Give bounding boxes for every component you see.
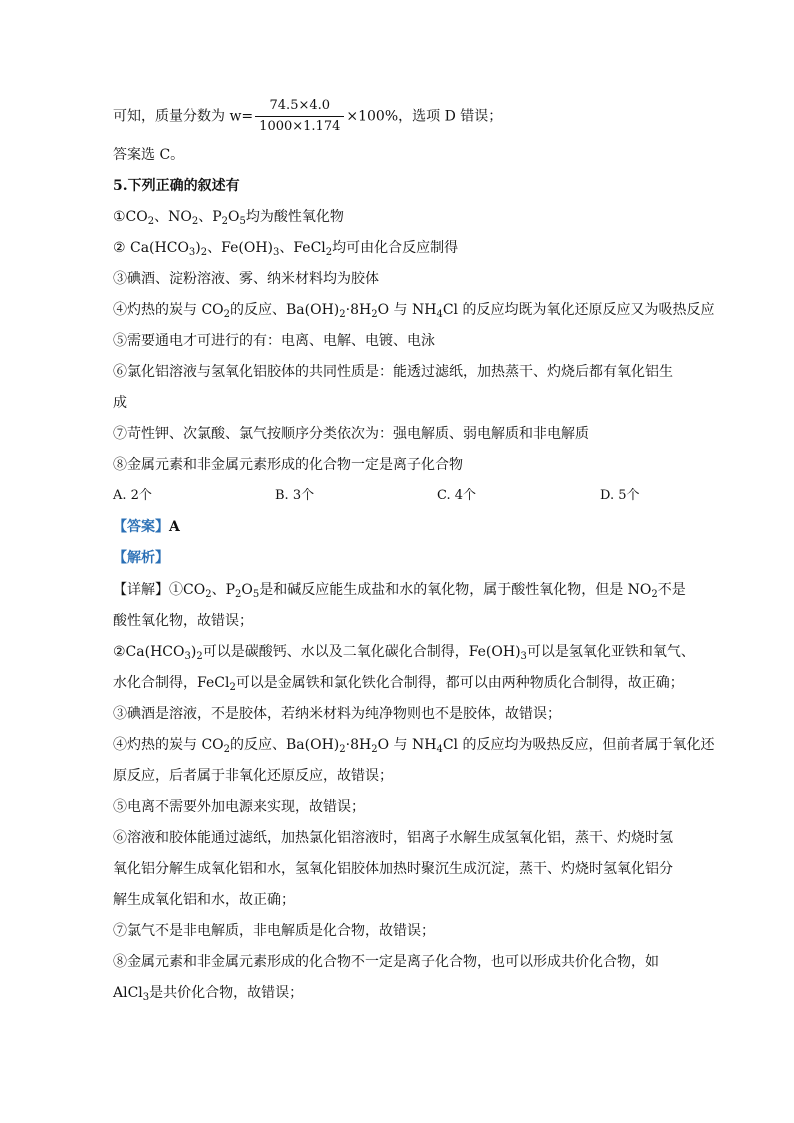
statement-3: ③碘酒、淀粉溶液、雾、纳米材料均为胶体 [113,271,379,287]
previous-answer: 答案选 C。 [113,147,185,163]
statement-8: ⑧金属元素和非金属元素形成的化合物一定是离子化合物 [113,457,463,473]
detail-line-3: $②Ca(HCO_3)_2$可以是碳酸钙、水以及二氧化碳化合制得，$Fe(OH)_3$可以是氢氧化亚铁和氧气、 [113,644,695,662]
detail-line-8: ⑤电离不需要外加电源来实现，故错误； [113,799,365,815]
fraction-numerator: 74.5×4.0 [255,98,344,117]
question-title: 5.下列正确的叙述有 [113,178,240,194]
detail-line-12: ⑦氯气不是非电解质，非电解质是化合物，故错误； [113,923,435,939]
statement-6-cont: 成 [113,395,127,411]
answer-line [113,517,180,537]
detail-line-6: ④灼热的炭与 $CO_2$的反应、$Ba(OH)_2\cdot 8H_2O$ 与 $NH_4Cl$ 的反应均为吸热反应，但前者属于氧化还 [113,737,715,755]
statement-4: ④灼热的炭与 $CO_2$的反应、$Ba(OH)_2\cdot 8H_2O$ 与 $NH_4Cl$ 的反应均既为氧化还原反应又为吸热反应 [113,302,715,320]
options-row [113,486,673,506]
analysis-tag: 【解析】 [113,550,169,566]
detail-line-1: 【详解】$①CO_2$、$P_2O_5$是和碱反应能生成盐和水的氧化物，属于酸性氧化物，但是 $NO_2$不是 [113,582,686,600]
statement-2: ② $Ca(HCO_3)_2$、$Fe(OH)_3$、FeCl$_2$均可由化合反应制得 [113,240,459,258]
fraction [255,98,344,135]
answer-value: A [169,519,180,535]
fraction-denominator: 1000×1.174 [259,119,341,134]
answer-tag: 【答案】 [113,519,169,535]
statement-7: ⑦苛性钾、次氯酸、氯气按顺序分类依次为：强电解质、弱电解质和非电解质 [113,426,589,442]
detail-line-5: ③碘酒是溶液，不是胶体，若纳米材料为纯净物则也不是胶体，故错误； [113,706,561,722]
detail-line-2: 酸性氧化物，故错误； [113,613,253,629]
statement-6: ⑥氯化铝溶液与氢氧化铝胶体的共同性质是：能透过滤纸，加热蒸干、灼烧后都有氧化铝生 [113,364,673,380]
detail-line-7: 原反应，后者属于非氧化还原反应，故错误； [113,768,393,784]
statement-5: ⑤需要通电才可进行的有：电离、电解、电镀、电泳 [113,333,435,349]
detail-line-13: ⑧金属元素和非金属元素形成的化合物不一定是离子化合物，也可以形成共价化合物，如 [113,954,659,970]
mass-fraction-line [113,98,502,135]
detail-line-11: 解生成氧化铝和水，故正确； [113,892,295,908]
mass-fraction-prefix: 可知，质量分数为 w= [113,108,254,125]
mass-fraction-suffix: ×100%，选项 D 错误； [346,108,503,125]
detail-line-4: 水化合制得，FeCl$_2$可以是金属铁和氯化铁化合制得，都可以由两种物质化合制得，故正确； [113,675,684,693]
detail-line-14: AlCl$_3$是共价化合物，故错误； [113,985,304,1003]
detail-line-9: ⑥溶液和胶体能通过滤纸，加热氯化铝溶液时，铝离子水解生成氢氧化铝，蒸干、灼烧时氢 [113,830,673,846]
statement-1: $①CO_2$、$NO_2$、$P_2O_5$均为酸性氧化物 [113,209,344,227]
analysis-line [113,548,169,568]
option-d: D. 5个 [600,488,640,503]
detail-line-10: 氧化铝分解生成氧化铝和水，氢氧化铝胶体加热时聚沉生成沉淀，蒸干、灼烧时氢氧化铝分 [113,861,673,877]
option-b: B. 3个 [275,488,315,503]
option-a: A. 2个 [113,488,152,503]
option-c: C. 4个 [437,488,477,503]
